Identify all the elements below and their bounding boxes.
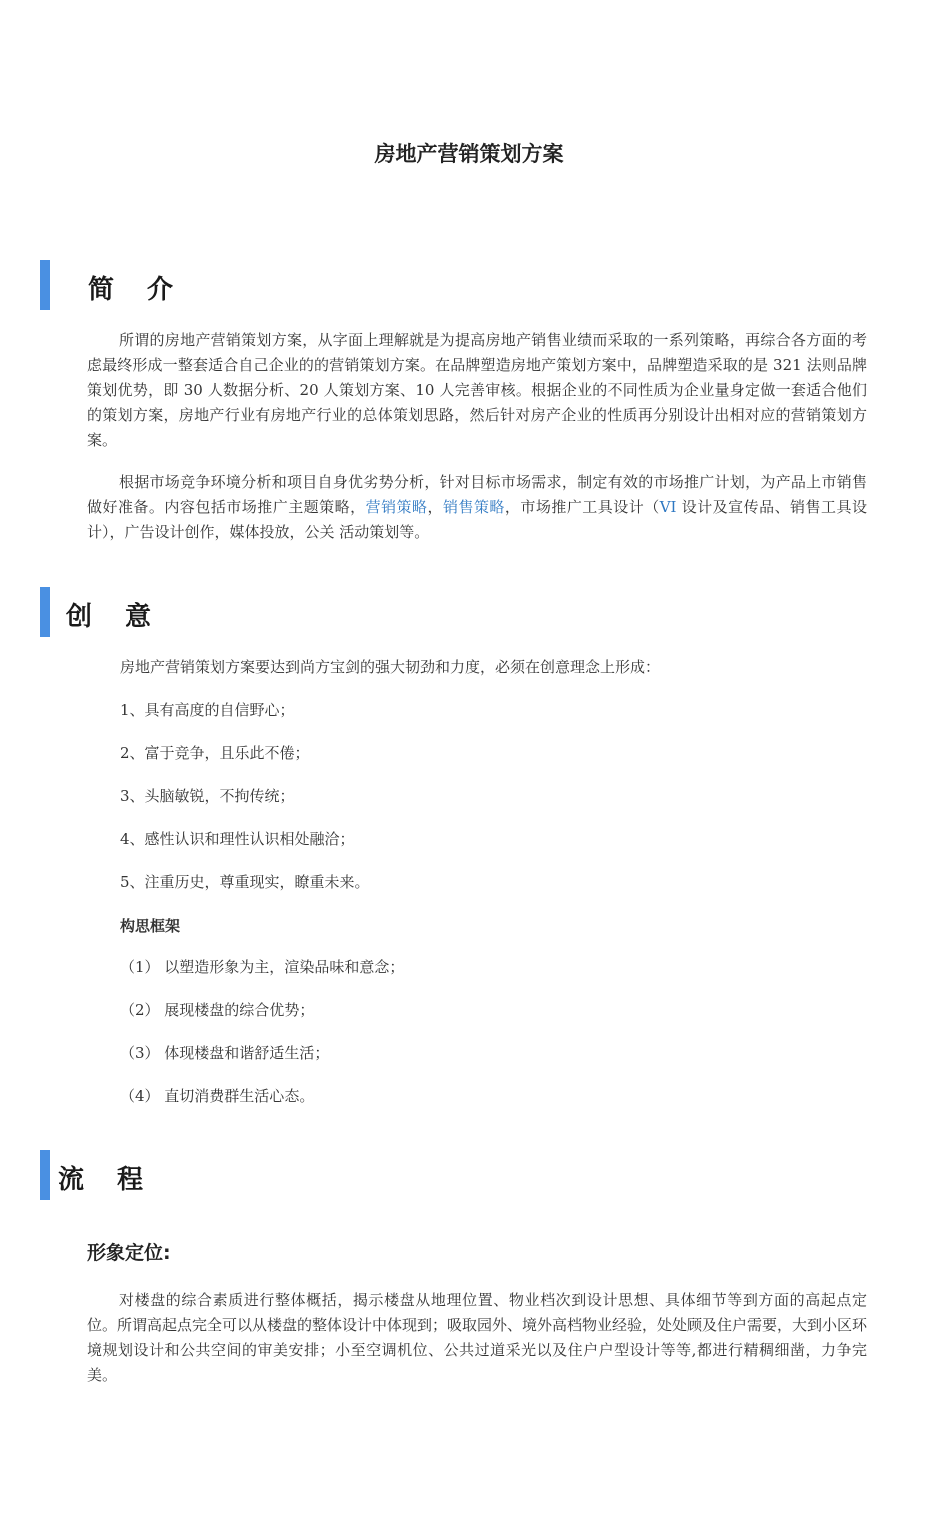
- framework-item-2: （2） 展现楼盘的综合优势；: [120, 1001, 315, 1019]
- creative-lead: 房地产营销策划方案要达到尚方宝剑的强大韧劲和力度，必须在创意理念上形成：: [120, 658, 661, 676]
- framework-item-1: （1） 以塑造形象为主，渲染品味和意念；: [120, 958, 405, 976]
- section-accent-bar: [40, 587, 50, 637]
- intro-p2-text-c: 设计及宣传品、销售工具设计），广告设计创作，媒体投放，公关 活动策划等。: [87, 498, 867, 541]
- creative-item-1: 1、具有高度的自信野心；: [120, 701, 295, 719]
- process-paragraph-1: 对楼盘的综合素质进行整体概括，揭示楼盘从地理位置、物业档次到设计思想、具体细节等到方面的高起点定位。所谓高起点完全可以从楼盘的整体设计中体现到；吸取园外、境外高档物业经验，处处顾及住户需要，大到小区环境规划设计和公共空间的审美安排；小至空调机位、公共过道采光以及住户户型设计等等,都进行精稠细凿，力争完美。: [87, 1291, 868, 1384]
- framework-title: 构思框架: [120, 917, 181, 935]
- intro-p2-text-b: ，市场推广工具设计（: [504, 498, 660, 516]
- section-accent-bar: [40, 260, 50, 310]
- link-marketing-strategy[interactable]: 营销策略: [365, 498, 428, 516]
- document-title: 房地产营销策划方案: [374, 142, 564, 166]
- creative-item-3: 3、头脑敏锐，不拘传统；: [120, 787, 295, 805]
- image-positioning-heading: 形象定位:: [87, 1242, 171, 1264]
- creative-item-5: 5、注重历史，尊重现实，瞭重未来。: [120, 873, 370, 891]
- section-intro-title: 简 介: [88, 275, 186, 305]
- section-accent-bar: [40, 1150, 50, 1200]
- intro-paragraph-2: [87, 470, 867, 545]
- creative-item-4: 4、感性认识和理性认识相处融洽；: [120, 830, 355, 848]
- link-vi[interactable]: VI: [659, 498, 677, 516]
- link-sales-strategy[interactable]: 销售策略: [443, 498, 505, 516]
- section-creative-title: 创 意: [66, 602, 164, 632]
- section-process-title: 流 程: [58, 1165, 156, 1195]
- intro-p2-separator: ，: [427, 498, 443, 516]
- framework-item-3: （3） 体现楼盘和谐舒适生活；: [120, 1044, 330, 1062]
- intro-p2-text-a: 根据市场竞争环境分析和项目自身优劣势分析，针对目标市场需求，制定有效的市场推广计划，为产品上市销售做好准备。内容包括市场推广主题策略，: [87, 473, 867, 516]
- creative-item-2: 2、富于竞争，且乐此不倦；: [120, 744, 310, 762]
- intro-paragraph-1: 所谓的房地产营销策划方案，从字面上理解就是为提高房地产销售业绩而采取的一系列策略，再综合各方面的考虑最终形成一整套适合自己企业的的营销策划方案。在品牌塑造房地产策划方案中，品牌塑造采取的是 321 法则品牌策划优势，即 30 人数据分析、20 人策划方案、10 人完善审核。根据企业的不同性质为企业量身定做一套适合他们的策划方案，房地产行业有房地产行业的总体策划思路，然后针对房产企业的性质再分别设计出相对应的营销策划方案。: [87, 331, 867, 449]
- framework-item-4: （4） 直切消费群生活心态。: [120, 1087, 315, 1105]
